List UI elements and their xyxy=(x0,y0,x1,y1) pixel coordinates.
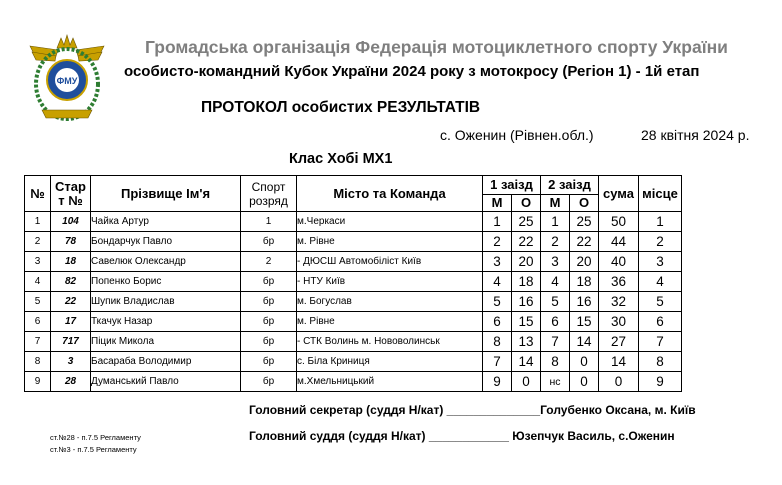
cell-city: м. Рівне xyxy=(297,232,483,252)
cup-title: особисто-командний Кубок України 2024 року з мотокросу (Регіон 1) - 1й етап xyxy=(124,63,700,80)
cell-start: 717 xyxy=(51,332,91,352)
cell-city: м.Черкаси xyxy=(297,212,483,232)
cell-m2: 7 xyxy=(541,332,570,352)
cell-place: 1 xyxy=(639,212,682,232)
chief-secretary: Головний секретар (суддя Н/кат) ______________Голубенко Оксана, м. Київ xyxy=(249,403,696,417)
cell-city: м. Рівне xyxy=(297,312,483,332)
cell-place: 8 xyxy=(639,352,682,372)
cell-name: Попенко Борис xyxy=(91,272,241,292)
cell-m2: 6 xyxy=(541,312,570,332)
table-row xyxy=(25,272,682,292)
federation-logo xyxy=(28,32,106,124)
cell-o1: 22 xyxy=(512,232,541,252)
col-header-city: Місто та Команда xyxy=(297,176,483,212)
cell-city: - ДЮСШ Автомобіліст Київ xyxy=(297,252,483,272)
cell-num: 8 xyxy=(25,352,51,372)
cell-rank: 1 xyxy=(241,212,297,232)
cell-start: 3 xyxy=(51,352,91,372)
cell-o2: 16 xyxy=(570,292,599,312)
cell-rank: бр xyxy=(241,232,297,252)
cell-o2: 14 xyxy=(570,332,599,352)
cell-o1: 14 xyxy=(512,352,541,372)
cell-num: 6 xyxy=(25,312,51,332)
cell-sum: 32 xyxy=(599,292,639,312)
cell-m1: 9 xyxy=(483,372,512,392)
cell-sum: 50 xyxy=(599,212,639,232)
table-row xyxy=(25,232,682,252)
cell-num: 2 xyxy=(25,232,51,252)
cell-start: 104 xyxy=(51,212,91,232)
cell-name: Піцик Микола xyxy=(91,332,241,352)
cell-m2: 1 xyxy=(541,212,570,232)
col-header-race1: 1 заізд xyxy=(483,176,541,195)
cell-city: м. Богуслав xyxy=(297,292,483,312)
cell-sum: 36 xyxy=(599,272,639,292)
cell-num: 1 xyxy=(25,212,51,232)
cell-rank: бр xyxy=(241,332,297,352)
cell-m2: 5 xyxy=(541,292,570,312)
table-row xyxy=(25,292,682,312)
cell-m1: 3 xyxy=(483,252,512,272)
col-header-m2: М xyxy=(541,195,570,212)
cell-m2: 8 xyxy=(541,352,570,372)
col-header-name: Прізвище Ім'я xyxy=(91,176,241,212)
cell-rank: бр xyxy=(241,372,297,392)
table-row xyxy=(25,252,682,272)
cell-start: 18 xyxy=(51,252,91,272)
footnote-3: ст.№3 - п.7.5 Регламенту xyxy=(50,445,137,454)
cell-o2: 0 xyxy=(570,372,599,392)
col-header-num: № xyxy=(25,176,51,212)
cell-rank: бр xyxy=(241,292,297,312)
cell-rank: бр xyxy=(241,272,297,292)
cell-name: Савелюк Олександр xyxy=(91,252,241,272)
cell-o1: 15 xyxy=(512,312,541,332)
chief-judge: Головний суддя (суддя Н/кат) ____________ Юзепчук Василь, с.Оженин xyxy=(249,429,675,443)
cell-m1: 8 xyxy=(483,332,512,352)
cell-num: 3 xyxy=(25,252,51,272)
cell-name: Бондарчук Павло xyxy=(91,232,241,252)
cell-start: 17 xyxy=(51,312,91,332)
protocol-title: ПРОТОКОЛ особистих РЕЗУЛЬТАТІВ xyxy=(201,99,481,116)
cell-m1: 5 xyxy=(483,292,512,312)
cell-rank: 2 xyxy=(241,252,297,272)
table-row xyxy=(25,372,682,392)
cell-sum: 44 xyxy=(599,232,639,252)
cell-m1: 2 xyxy=(483,232,512,252)
cell-rank: бр xyxy=(241,352,297,372)
cell-o2: 20 xyxy=(570,252,599,272)
table-row xyxy=(25,212,682,232)
col-header-place: місце xyxy=(639,176,682,212)
cell-o1: 18 xyxy=(512,272,541,292)
cell-city: с. Біла Криниця xyxy=(297,352,483,372)
cell-sum: 40 xyxy=(599,252,639,272)
cell-name: Шупик Владислав xyxy=(91,292,241,312)
cell-place: 2 xyxy=(639,232,682,252)
cell-o2: 15 xyxy=(570,312,599,332)
cell-place: 5 xyxy=(639,292,682,312)
cell-o1: 25 xyxy=(512,212,541,232)
cell-o1: 16 xyxy=(512,292,541,312)
cell-m2: нс xyxy=(541,372,570,392)
cell-start: 82 xyxy=(51,272,91,292)
cell-city: м.Хмельницький xyxy=(297,372,483,392)
table-row xyxy=(25,332,682,352)
cell-city: - НТУ Київ xyxy=(297,272,483,292)
cell-name: Ткачук Назар xyxy=(91,312,241,332)
cell-sum: 30 xyxy=(599,312,639,332)
cell-place: 7 xyxy=(639,332,682,352)
col-header-rank: Спорт розряд xyxy=(241,176,297,212)
col-header-sum: сума xyxy=(599,176,639,212)
col-header-o2: О xyxy=(570,195,599,212)
footnote-28: ст.№28 - п.7.5 Регламенту xyxy=(50,433,141,442)
cell-place: 4 xyxy=(639,272,682,292)
table-row xyxy=(25,312,682,332)
col-header-race2: 2 заізд xyxy=(541,176,599,195)
cell-o2: 25 xyxy=(570,212,599,232)
cell-o1: 20 xyxy=(512,252,541,272)
cell-o1: 13 xyxy=(512,332,541,352)
cell-rank: бр xyxy=(241,312,297,332)
col-header-o1: О xyxy=(512,195,541,212)
class-title: Клас Хобі МХ1 xyxy=(289,151,393,167)
cell-m2: 3 xyxy=(541,252,570,272)
cell-city: - СТК Волинь м. Нововолинськ xyxy=(297,332,483,352)
cell-m2: 2 xyxy=(541,232,570,252)
cell-start: 78 xyxy=(51,232,91,252)
cell-start: 22 xyxy=(51,292,91,312)
results-table xyxy=(24,175,682,392)
cell-sum: 27 xyxy=(599,332,639,352)
cell-o1: 0 xyxy=(512,372,541,392)
col-header-start: Стар т № xyxy=(51,176,91,212)
cell-num: 4 xyxy=(25,272,51,292)
cell-name: Чайка Артур xyxy=(91,212,241,232)
cell-o2: 22 xyxy=(570,232,599,252)
cell-place: 6 xyxy=(639,312,682,332)
cell-name: Басараба Володимир xyxy=(91,352,241,372)
cell-place: 3 xyxy=(639,252,682,272)
cell-num: 9 xyxy=(25,372,51,392)
cell-name: Думанський Павло xyxy=(91,372,241,392)
cell-sum: 14 xyxy=(599,352,639,372)
cell-place: 9 xyxy=(639,372,682,392)
cell-num: 7 xyxy=(25,332,51,352)
cell-num: 5 xyxy=(25,292,51,312)
cell-o2: 0 xyxy=(570,352,599,372)
cell-start: 28 xyxy=(51,372,91,392)
event-date: 28 квітня 2024 р. xyxy=(641,127,750,143)
col-header-m1: М xyxy=(483,195,512,212)
cell-m2: 4 xyxy=(541,272,570,292)
event-place: с. Оженин (Рівнен.обл.) xyxy=(440,127,594,143)
cell-m1: 4 xyxy=(483,272,512,292)
organization-title: Громадська організація Федерація мотоциклетного спорту України xyxy=(145,37,728,57)
cell-m1: 1 xyxy=(483,212,512,232)
svg-text:ФМУ: ФМУ xyxy=(56,76,78,86)
cell-sum: 0 xyxy=(599,372,639,392)
table-row xyxy=(25,352,682,372)
cell-o2: 18 xyxy=(570,272,599,292)
cell-m1: 6 xyxy=(483,312,512,332)
cell-m1: 7 xyxy=(483,352,512,372)
